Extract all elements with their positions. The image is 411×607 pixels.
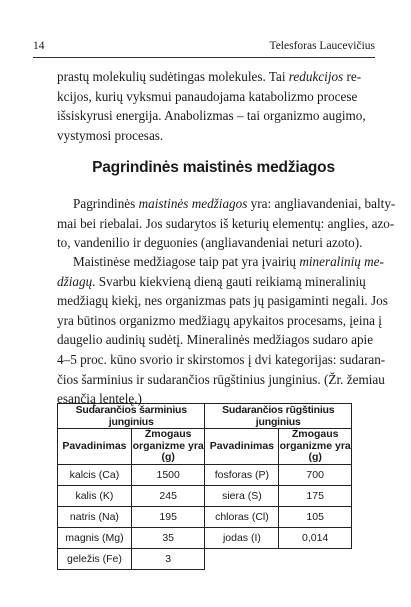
acidic-amount: 0,014 bbox=[279, 527, 352, 548]
p3-emph-minerals-a: mineralinių me- bbox=[299, 254, 384, 269]
table-column-header-row bbox=[58, 429, 352, 465]
p3-line1-pre: Maistinėse medžiagose taip pat yra įvairių bbox=[73, 254, 300, 269]
p3-line8: esančią lentelę.) bbox=[57, 391, 142, 407]
acidic-name: siera (S) bbox=[205, 485, 279, 506]
page-header bbox=[33, 40, 375, 56]
col-header-name: Pavadinimas bbox=[205, 429, 279, 465]
p2-line3: to, vandenilio ir deguonies (angliavandeniai neturi azoto). bbox=[57, 235, 363, 251]
col-header-amount: Žmogaus organizme yra (g) bbox=[132, 428, 204, 463]
col-header-amount: Žmogaus organizme yra (g) bbox=[279, 428, 351, 463]
alkaline-name: geležis (Fe) bbox=[58, 548, 132, 569]
section-heading: Pagrindinės maistinės medžiagos bbox=[92, 159, 335, 176]
alkaline-name: kalis (K) bbox=[58, 485, 132, 506]
table-group-header-row bbox=[58, 404, 352, 429]
table-row bbox=[58, 506, 352, 527]
alkaline-amount: 195 bbox=[131, 506, 205, 527]
acidic-amount: 700 bbox=[279, 464, 352, 485]
p1-line4: vystymosi procesas. bbox=[57, 127, 164, 143]
alkaline-amount: 3 bbox=[131, 548, 205, 569]
paragraph-anabolism bbox=[57, 67, 370, 145]
table-row bbox=[58, 527, 352, 548]
p1-line3: išsiskyrusi energija. Anabolizmas – tai organizmo augimo, bbox=[57, 108, 366, 124]
header-rule bbox=[33, 57, 375, 58]
table-row bbox=[58, 464, 352, 485]
acidic-amount: 105 bbox=[279, 506, 352, 527]
acidic-name: fosforas (P) bbox=[205, 464, 279, 485]
alkaline-name: magnis (Mg) bbox=[58, 527, 132, 548]
p3-line4: yra būtinos organizmo medžiagų apykaitos procesams, įeina į bbox=[57, 312, 382, 328]
p1-line1-tail: re- bbox=[343, 69, 362, 84]
group-acidic-header: Sudarančios rūgštinius junginius bbox=[205, 404, 352, 429]
alkaline-name: kalcis (Ca) bbox=[58, 464, 132, 485]
acidic-amount: 175 bbox=[279, 485, 352, 506]
alkaline-amount: 1500 bbox=[131, 464, 205, 485]
p3-line5: daugelio audinių sudėtį. Mineralinės medžiagos sudaro apie bbox=[57, 332, 374, 348]
acidic-name: jodas (I) bbox=[205, 527, 279, 548]
p1-emph-reductions: redukcijos bbox=[288, 69, 344, 84]
acidic-name: chloras (Cl) bbox=[205, 506, 279, 527]
p3-emph-minerals-b: džiagų bbox=[57, 273, 93, 289]
alkaline-amount: 35 bbox=[131, 527, 205, 548]
p2-line1-post: yra: angliavandeniai, balty- bbox=[247, 196, 396, 211]
empty-cell bbox=[205, 548, 352, 569]
table-row bbox=[58, 548, 352, 569]
paragraph-minerals bbox=[57, 252, 388, 409]
paragraph-nutrients bbox=[57, 194, 396, 253]
p1-line1: prastų molekulių sudėtingas molekules. Tai bbox=[57, 69, 289, 84]
p3-line2-post: . Svarbu kiekvieną dieną gauti reikiamą mineralinių bbox=[92, 273, 366, 289]
alkaline-amount: 245 bbox=[131, 485, 205, 506]
p3-line3: medžiagų kiekį, nes organizmas pats jų pasigaminti negali. Jos bbox=[57, 293, 388, 309]
table-row bbox=[58, 485, 352, 506]
running-head-author: Telesforas Laucevičius bbox=[269, 40, 375, 52]
alkaline-name: natris (Na) bbox=[58, 506, 132, 527]
minerals-table bbox=[57, 403, 352, 570]
p2-line2: mai bei riebalai. Jos sudarytos iš keturių elementų: anglies, azo- bbox=[57, 215, 395, 231]
p1-line2: kcijos, kurių vyksmui panaudojama katabolizmo procese bbox=[57, 88, 358, 104]
group-alkaline-header: Sudarančios šarminius junginius bbox=[58, 404, 205, 429]
p3-line7: čios šarminius ir sudarančios rūgštinius junginius. (Žr. žemiau bbox=[57, 371, 385, 387]
page-number: 14 bbox=[33, 40, 45, 52]
p2-line1-pre: Pagrindinės bbox=[73, 196, 139, 211]
p2-emph-nutrients: maistinės medžiagos bbox=[138, 196, 248, 211]
col-header-name: Pavadinimas bbox=[58, 429, 132, 465]
p3-line6: 4–5 proc. kūno svorio ir skirstomos į dvi kategorijas: sudaran- bbox=[57, 351, 386, 367]
